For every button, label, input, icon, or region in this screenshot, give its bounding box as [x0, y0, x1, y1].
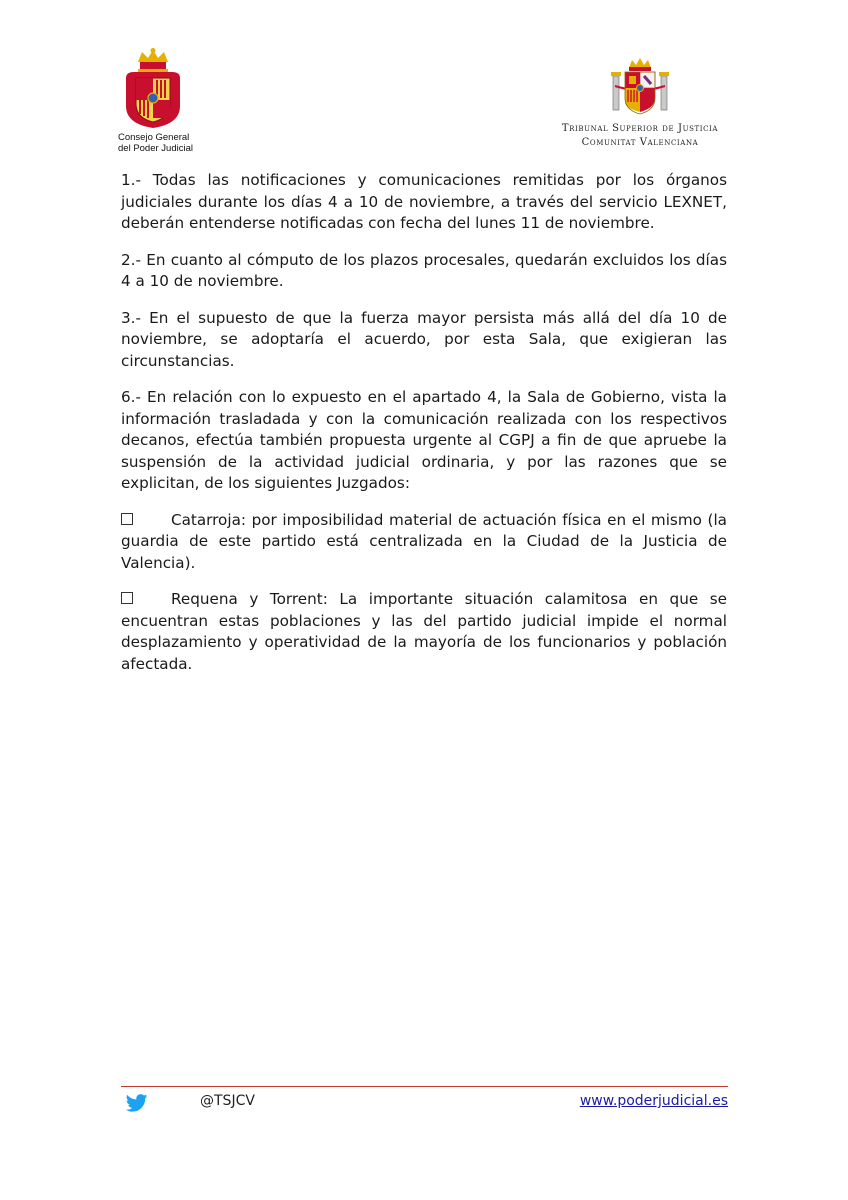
cgpj-logo — [118, 48, 228, 154]
document-body — [121, 170, 727, 690]
cgpj-name-line1: Consejo General — [118, 132, 190, 143]
checkbox-square-icon — [121, 592, 133, 604]
bullet-text: Requena y Torrent: La importante situación calamitosa en que se encuentran estas poblaciones y las del partido judicial impide el normal desplazamiento y operatividad de la mayoría de los funcionarios y población afectada. — [121, 590, 727, 673]
coat-of-arms-icon — [611, 58, 669, 116]
paragraph-2: 2.- En cuanto al cómputo de los plazos procesales, quedarán excluidos los días 4 a 10 de noviembre. — [121, 250, 727, 290]
tsj-logo — [540, 58, 740, 150]
twitter-handle[interactable]: @TSJCV — [200, 1093, 255, 1109]
website-link[interactable]: www.poderjudicial.es — [579, 1093, 728, 1109]
checkbox-square-icon — [121, 513, 133, 525]
bullet-item — [121, 510, 727, 575]
twitter-icon[interactable] — [126, 1094, 148, 1116]
cgpj-emblem-icon — [120, 48, 186, 128]
paragraph-1: 1.- Todas las notificaciones y comunicaciones remitidas por los órganos judiciales durante los días 4 a 10 de noviembre, a través del servicio LEXNET, deberán entenderse notificadas con fecha del lunes 11 de noviembre. — [121, 171, 727, 232]
footer-divider — [121, 1086, 728, 1087]
cgpj-name-line2: del Poder Judicial — [118, 143, 193, 154]
paragraph-6: 6.- En relación con lo expuesto en el apartado 4, la Sala de Gobierno, vista la información trasladada y con la comunicación realizada con los respectivos decanos, efectúa también propuesta urgente al CGPJ a fin de que apruebe la suspensión de la actividad judicial ordinaria, y por las razones que se explicitan, de los siguientes Juzgados: — [121, 388, 727, 492]
bullet-item — [121, 589, 727, 675]
tsj-name-line2: Comunitat Valenciana — [581, 137, 699, 148]
bullet-text: Catarroja: por imposibilidad material de actuación física en el mismo (la guardia de este partido está centralizada en la Ciudad de la Justicia de Valencia). — [121, 510, 727, 572]
tsj-name-line1: Tribunal Superior de Justicia — [561, 123, 719, 134]
paragraph-3: 3.- En el supuesto de que la fuerza mayor persista más allá del día 10 de noviembre, se adoptaría el acuerdo, por esta Sala, que exigieran las circunstancias. — [121, 308, 727, 370]
